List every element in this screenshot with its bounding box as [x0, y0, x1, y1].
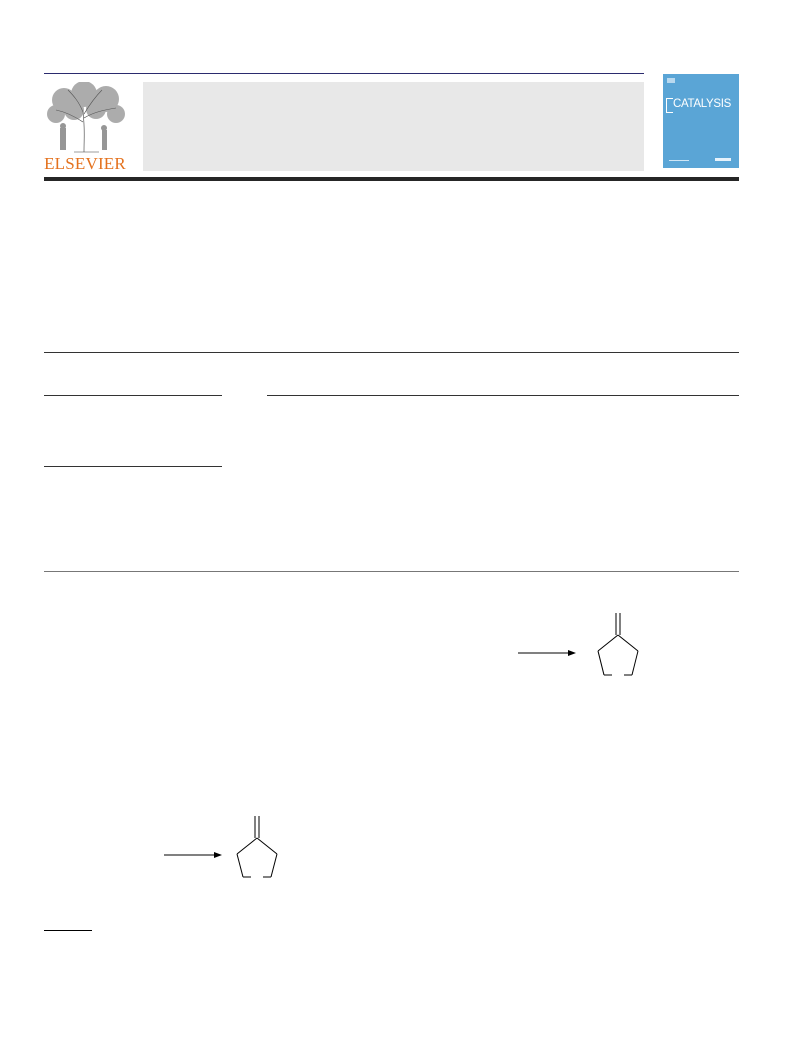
reaction-scheme	[156, 810, 306, 890]
cover-decoration	[669, 160, 689, 161]
reaction-scheme	[510, 605, 660, 685]
header-top-rule	[44, 73, 644, 74]
cyclopentanone-structure	[237, 816, 277, 877]
publisher-name: ELSEVIER	[44, 154, 126, 173]
cover-decoration	[715, 158, 731, 161]
cover-publisher-mark	[667, 78, 675, 83]
cyclopentanone-structure	[598, 613, 638, 675]
article-info-top-rule	[44, 352, 739, 353]
keywords-rule	[44, 466, 222, 467]
header-bottom-rule	[44, 177, 739, 181]
publisher-logo	[44, 82, 126, 172]
abstract-bottom-rule	[44, 571, 739, 572]
reaction-arrow	[518, 650, 576, 656]
journal-masthead-box	[143, 82, 644, 171]
footnote-rule	[44, 930, 92, 931]
article-info-rule	[44, 395, 222, 396]
elsevier-tree-icon	[44, 82, 126, 154]
cover-journal-title: CATALYSIS	[673, 98, 732, 110]
cover-decoration	[666, 98, 673, 113]
abstract-rule	[267, 395, 739, 396]
journal-cover[interactable]	[663, 74, 739, 168]
reaction-arrow	[164, 852, 222, 858]
